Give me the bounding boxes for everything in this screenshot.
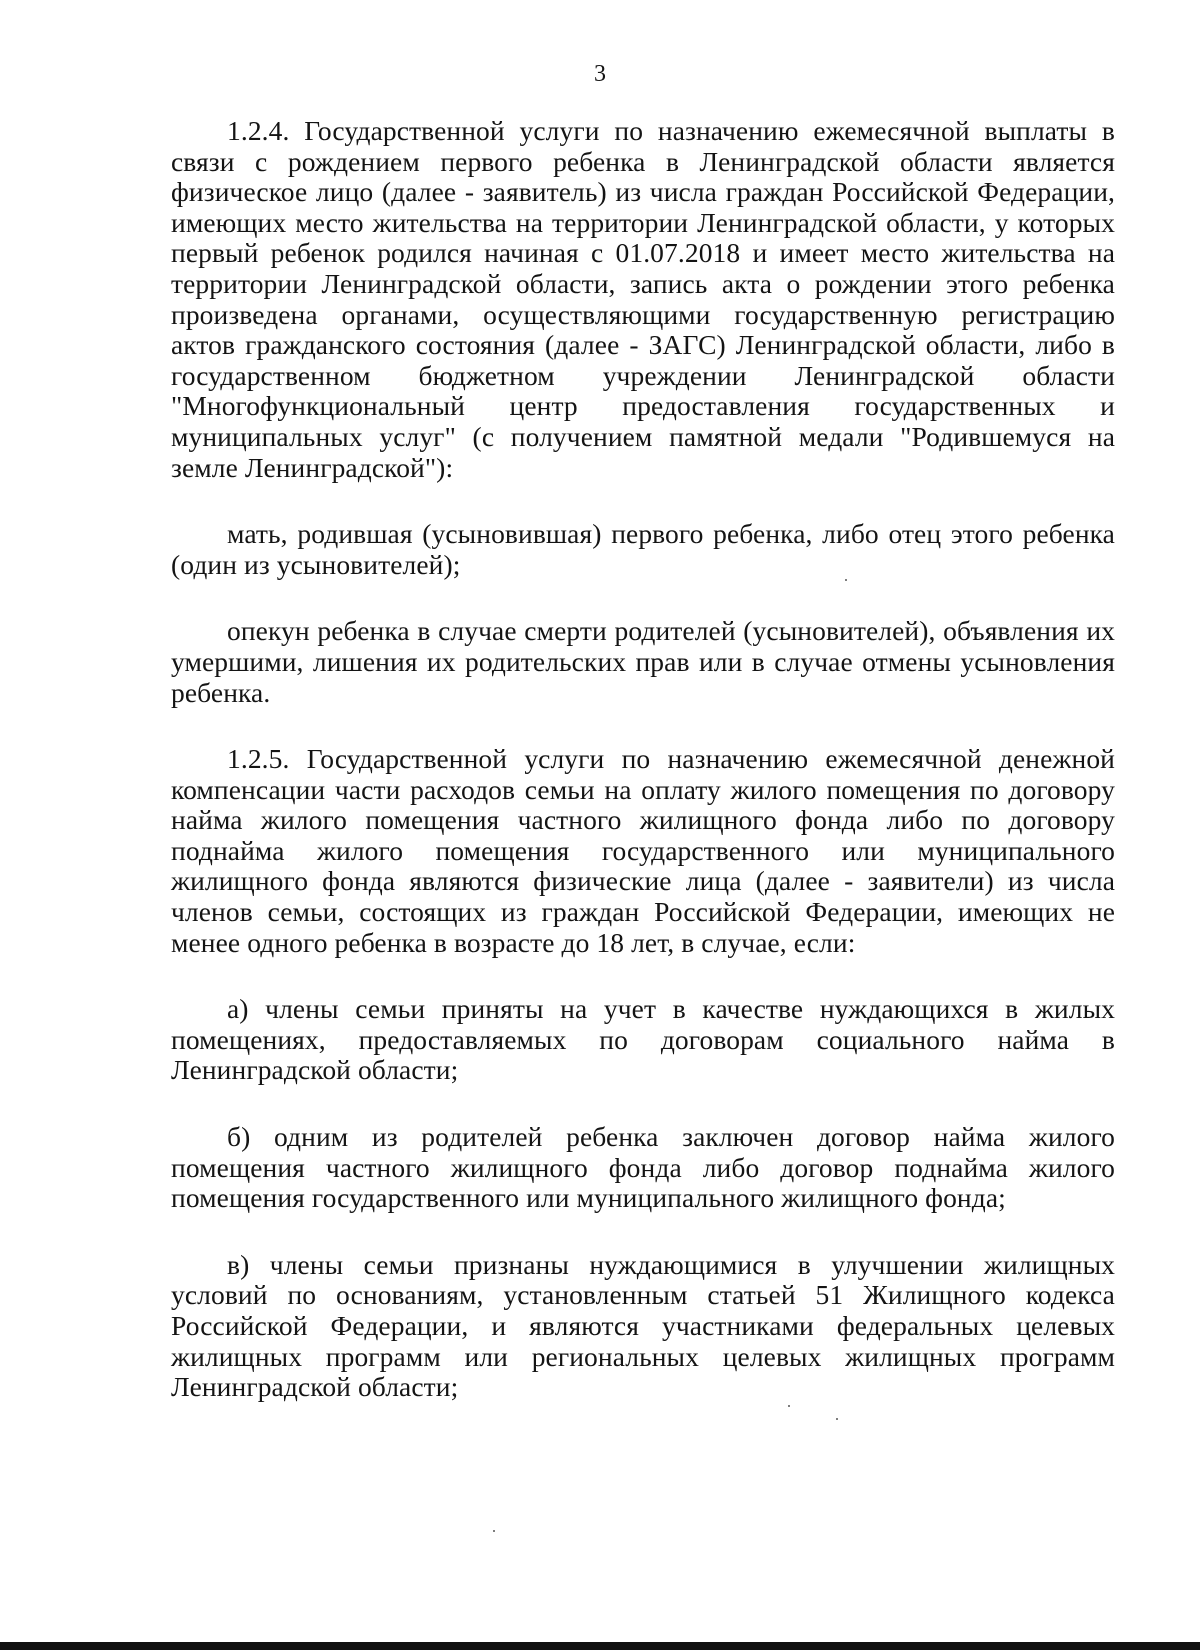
paragraph-mother-father: мать, родившая (усыновившая) первого ребенка, либо отец этого ребенка (один из усыновителей);: [171, 518, 1115, 580]
scan-speck: [845, 579, 847, 581]
list-item-b: б) одним из родителей ребенка заключен договор найма жилого помещения частного жилищного фонда либо договор поднайма жилого помещения государственного или муниципального жилищного фонда;: [171, 1121, 1115, 1214]
scan-speck: [493, 1530, 495, 1532]
scan-bottom-edge: [0, 1642, 1200, 1650]
paragraph-guardian: опекун ребенка в случае смерти родителей (усыновителей), объявления их умершими, лишения их родительских прав или в случае отмены усыновления ребенка.: [171, 615, 1115, 708]
paragraph-1-2-4: 1.2.4. Государственной услуги по назначению ежемесячной выплаты в связи с рождением первого ребенка в Ленинградской области является физическое лицо (далее - заявитель) из числа граждан Российской Федерации, имеющих место жительства на территории Ленинградской области, у которых первый ребенок родился начиная с 01.07.2018 и имеет место жительства на территории Ленинградской области, запись акта о рождении этого ребенка произведена органами, осуществляющими государственную регистрацию актов гражданского состояния (далее - ЗАГС) Ленинградской области, либо в государственном бюджетном учреждении Ленинградской области "Многофункциональный центр предоставления государственных и муниципальных услуг" (с получением памятной медали "Родившемуся на земле Ленинградской"):: [171, 115, 1115, 483]
document-body: [171, 116, 1115, 1403]
scan-speck: [836, 1418, 838, 1420]
list-item-v: в) члены семьи признаны нуждающимися в улучшении жилищных условий по основаниям, установленным статьей 51 Жилищного кодекса Российской Федерации, и являются участниками федеральных целевых жилищных программ или региональных целевых жилищных программ Ленинградской области;: [171, 1248, 1115, 1403]
scan-speck: [788, 1405, 790, 1407]
list-item-a: а) члены семьи приняты на учет в качестве нуждающихся в жилых помещениях, предоставляемых по договорам социального найма в Ленинградской области;: [171, 993, 1115, 1086]
page-number: 3: [594, 61, 606, 87]
paragraph-1-2-5: 1.2.5. Государственной услуги по назначению ежемесячной денежной компенсации части расходов семьи на оплату жилого помещения по договору найма жилого помещения частного жилищного фонда либо по договору поднайма жилого помещения государственного или муниципального жилищного фонда являются физические лица (далее - заявители) из числа членов семьи, состоящих из граждан Российской Федерации, имеющих не менее одного ребенка в возрасте до 18 лет, в случае, если:: [171, 743, 1115, 958]
